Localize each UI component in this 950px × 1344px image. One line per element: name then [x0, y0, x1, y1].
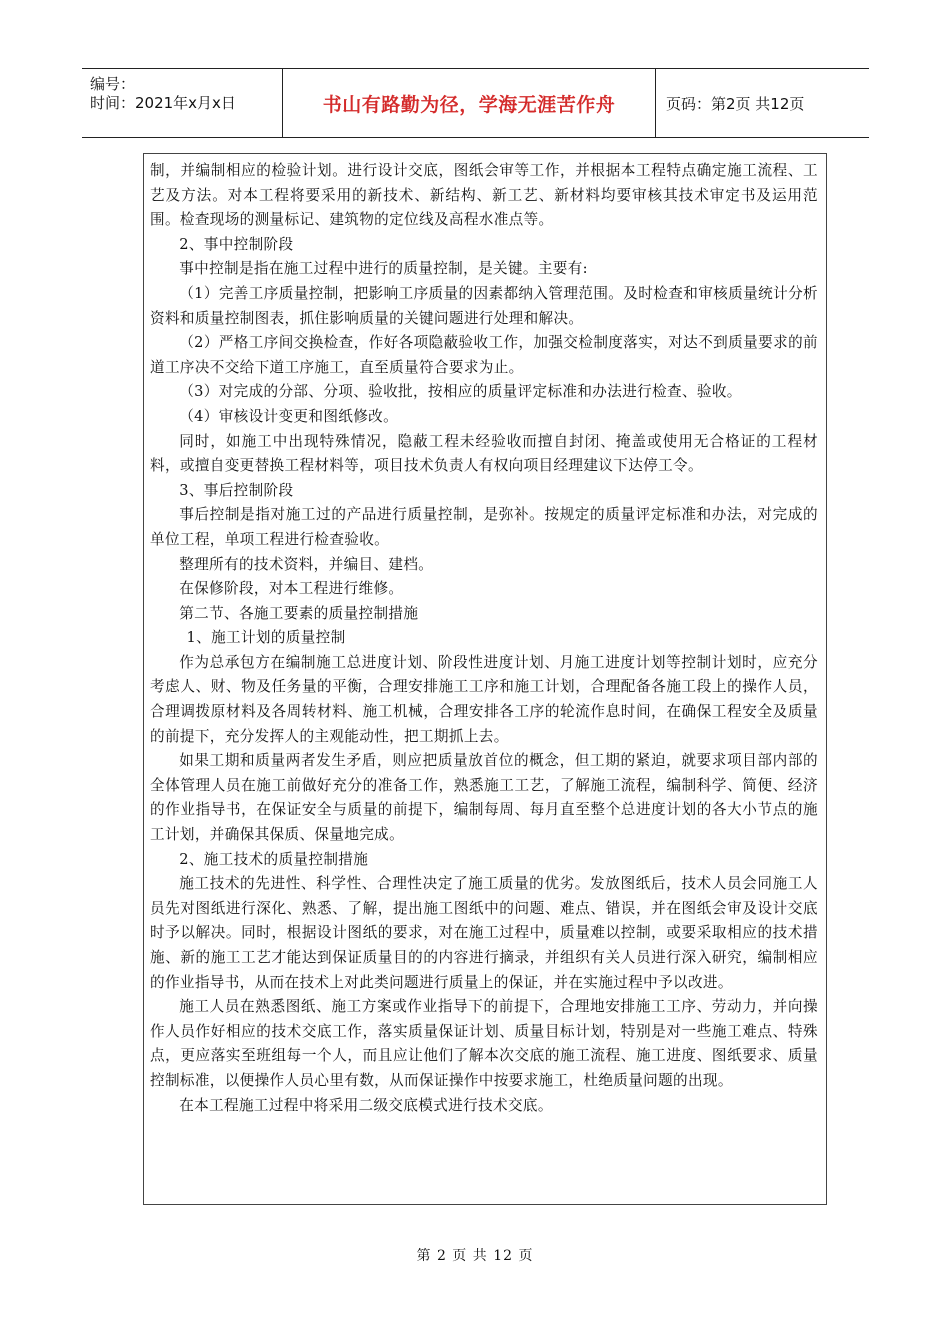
paragraph: 同时，如施工中出现特殊情况，隐蔽工程未经验收而擅自封闭、掩盖或使用无合格证的工程材料，或擅自变更替换工程材料等，项目技术负责人有权向项目经理建议下达停工令。	[150, 432, 818, 475]
paragraph: （1）完善工序质量控制，把影响工序质量的因素都纳入管理范围。及时检查和审核质量统计分析资料和质量控制图表，抓住影响质量的关键问题进行处理和解决。	[150, 284, 818, 327]
document-date: 时间：2021年x月x日	[90, 94, 236, 112]
page-header	[82, 68, 869, 138]
paragraph: （4）审核设计变更和图纸修改。	[179, 407, 399, 425]
document-number-label: 编号：	[90, 75, 136, 93]
paragraph: 施工人员在熟悉图纸、施工方案或作业指导下的前提下，合理地安排施工工序、劳动力，并向操作人员作好相应的技术交底工作，落实质量保证计划、质量目标计划，特别是对一些施工难点、特殊点，更应落实至班组每一个人，而且应让他们了解本次交底的施工流程、施工进度、图纸要求、质量控制标准，以便操作人员心里有数，从而保证操作中按要求施工，杜绝质量问题的出现。	[150, 998, 818, 1089]
content-body	[150, 159, 818, 1118]
paragraph: （3）对完成的分部、分项、验收批，按相应的质量评定标准和办法进行检查、验收。	[179, 383, 742, 401]
paragraph: 在保修阶段，对本工程进行维修。	[179, 580, 404, 598]
paragraph: 作为总承包方在编制施工总进度计划、阶段性进度计划、月施工进度计划等控制计划时，应充分考虑人、财、物及任务量的平衡，合理安排施工工序和施工计划，合理配备各施工段上的操作人员，合理调拨原材料及各周转材料、施工机械，合理安排各工序的轮流作息时间，在确保工程安全及质量的前提下，充分发挥人的主观能动性，把工期抓上去。	[150, 653, 818, 745]
section-heading: 3、事后控制阶段	[179, 481, 294, 499]
content-box	[143, 153, 827, 1205]
section-heading: 1、施工计划的质量控制	[186, 629, 346, 647]
section-heading: 2、事中控制阶段	[179, 235, 294, 253]
paragraph: 事中控制是指在施工过程中进行的质量控制，是关键。主要有:	[179, 260, 588, 278]
page-footer: 第 2 页 共 12 页	[416, 1248, 534, 1264]
header-page-info: 页码：第2页 共12页	[666, 94, 805, 113]
paragraph: 如果工期和质量两者发生矛盾，则应把质量放首位的概念，但工期的紧迫，就要求项目部内部的全体管理人员在施工前做好充分的准备工作，熟悉施工工艺，了解施工流程，编制科学、简便、经济的作业指导书，在保证安全与质量的前提下，编制每周、每月直至整个总进度计划的各大小节点的施工计划，并确保其保质、保量地完成。	[150, 752, 818, 844]
paragraph: 整理所有的技术资料，并编目、建档。	[179, 555, 434, 573]
section-heading: 2、施工技术的质量控制措施	[179, 850, 369, 868]
paragraph: 事后控制是指对施工过的产品进行质量控制，是弥补。按规定的质量评定标准和办法，对完成的单位工程，单项工程进行检查验收。	[150, 506, 818, 548]
paragraph: （2）严格工序间交换检查，作好各项隐蔽验收工作，加强交检制度落实，对达不到质量要求的前道工序决不交给下道工序施工，直至质量符合要求为止。	[150, 334, 818, 376]
paragraph: 制，并编制相应的检验计划。进行设计交底，图纸会审等工作，并根据本工程特点确定施工流程、工艺及方法。对本工程将要采用的新技术、新结构、新工艺、新材料均要审核其技术审定书及运用范围。检查现场的测量标记、建筑物的定位线及高程水准点等。	[150, 162, 818, 229]
header-motto: 书山有路勤为径，学海无涯苦作舟	[283, 69, 656, 137]
header-meta-cell	[82, 69, 283, 137]
paragraph: 在本工程施工过程中将采用二级交底模式进行技术交底。	[179, 1096, 553, 1114]
section-heading: 第二节、各施工要素的质量控制措施	[179, 604, 419, 622]
paragraph: 施工技术的先进性、科学性、合理性决定了施工质量的优劣。发放图纸后，技术人员会同施工人员先对图纸进行深化、熟悉、了解，提出施工图纸中的问题、难点、错误，并在图纸会审及设计交底时予以解决。同时，根据设计图纸的要求，对在施工过程中，质量难以控制，或要采取相应的技术措施、新的施工工艺才能达到保证质量目的的内容进行摘录，并组织有关人员进行深入研究，编制相应的作业指导书，从而在技术上对此类问题进行质量上的保证，并在实施过程中予以改进。	[150, 875, 818, 991]
